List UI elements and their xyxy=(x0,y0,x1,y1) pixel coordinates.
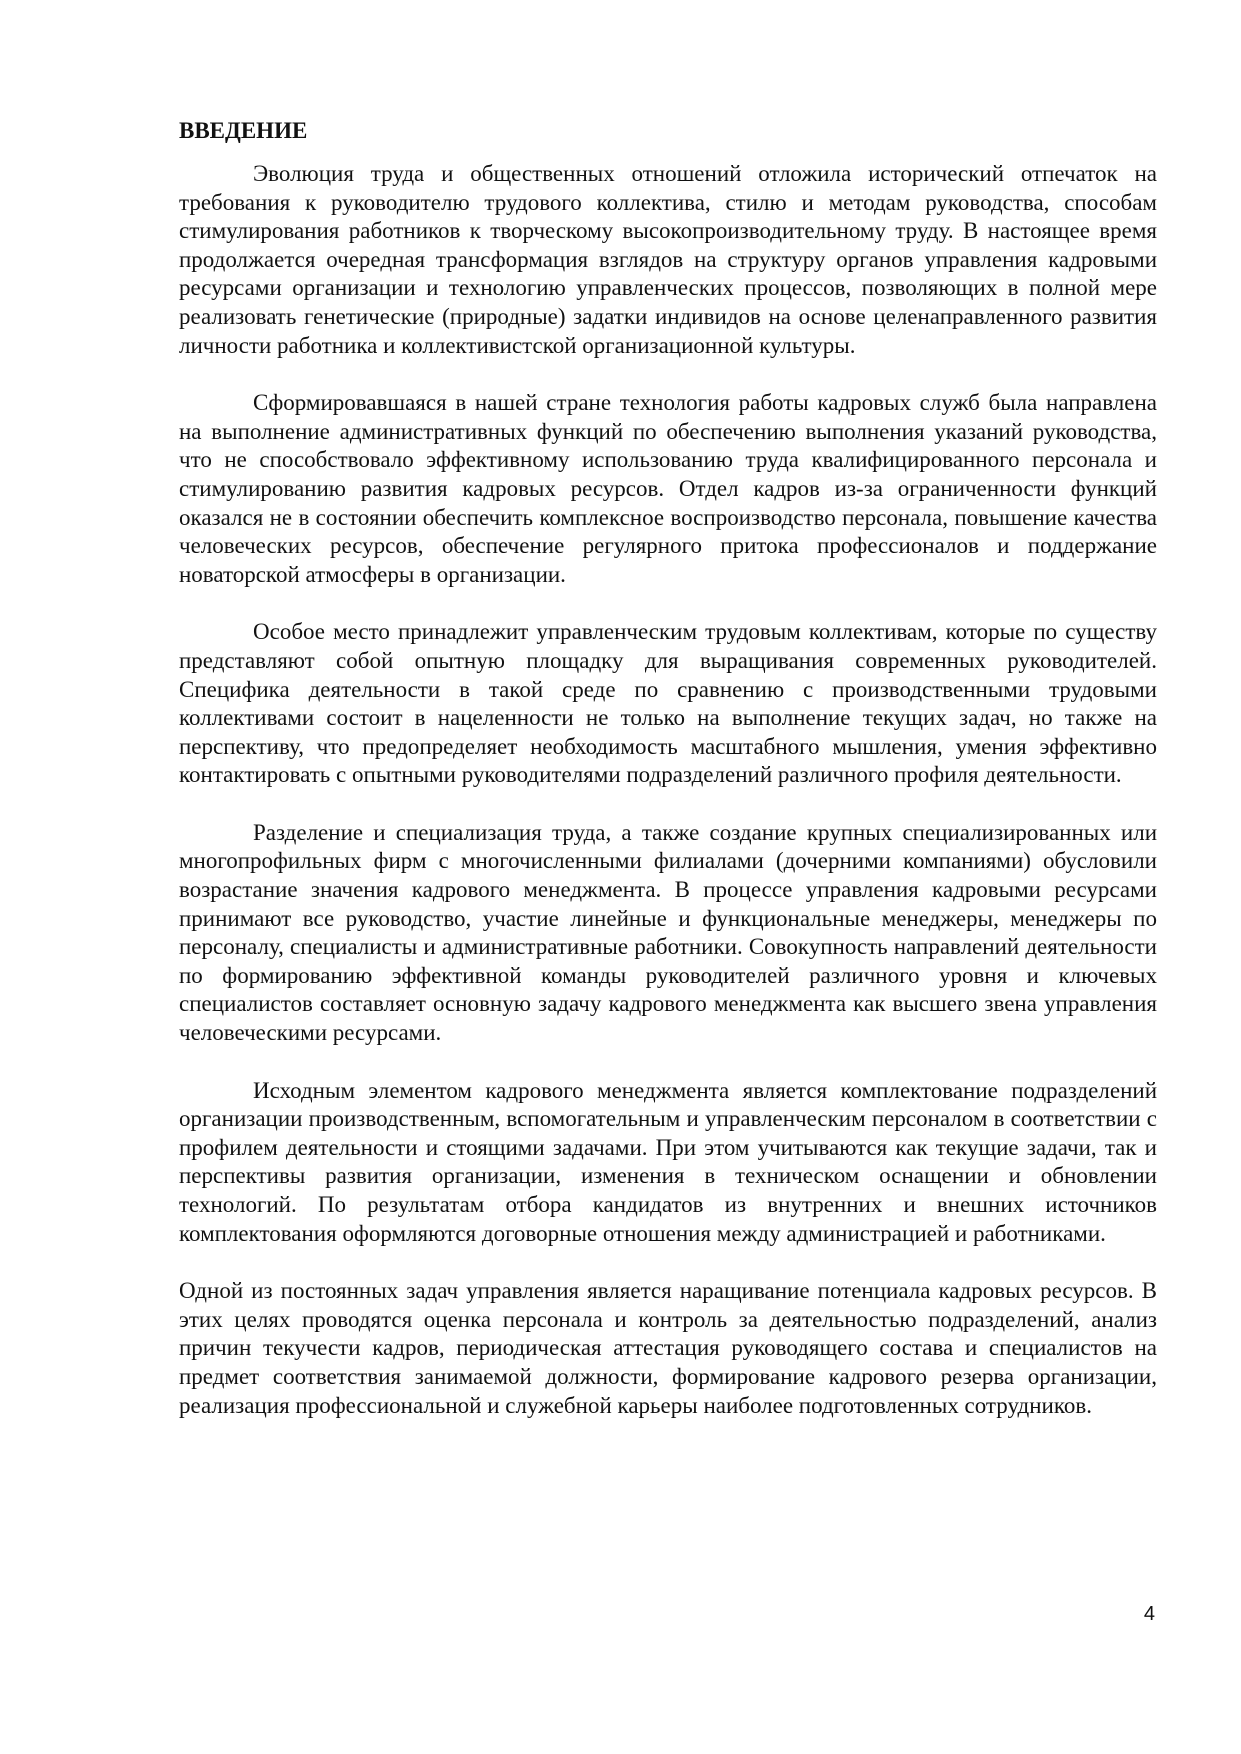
paragraph-3: Особое место принадлежит управленческим трудовым коллективам, которые по существу представляют собой опытную площадку для выращивания современных руководителей. Специфика деятельности в такой среде по сравнению с производственными трудовыми коллективами состоит в нацеленности не только на выполнение текущих задач, но также на перспективу, что предопределяет необходимость масштабного мышления, умения эффективно контактировать с опытными руководителями подразделений различного профиля деятельности. xyxy=(179,619,1157,788)
section-heading: ВВЕДЕНИЕ xyxy=(179,118,308,143)
page-number: 4 xyxy=(1143,1603,1155,1625)
page-content xyxy=(179,117,1157,1449)
paragraph-6: Одной из постоянных задач управления является наращивание потенциала кадровых ресурсов. В этих целях проводятся оценка персонала и контроль за деятельностью подразделений, анализ причин текучести кадров, периодическая аттестация руководящего состава и специалистов на предмет соответствия занимаемой должности, формирование кадрового резерва организации, реализация профессиональной и служебной карьеры наиболее подготовленных сотрудников. xyxy=(179,1278,1157,1418)
paragraph-4: Разделение и специализация труда, а также создание крупных специализированных или многопрофильных фирм с многочисленными филиалами (дочерними компаниями) обусловили возрастание значения кадрового менеджмента. В процессе управления кадровыми ресурсами принимают все руководство, участие линейные и функциональные менеджеры, менеджеры по персоналу, специалисты и административные работники. Совокупность направлений деятельности по формированию эффективной команды руководителей различного уровня и ключевых специалистов составляет основную задачу кадрового менеджмента как высшего звена управления человеческими ресурсами. xyxy=(179,819,1157,1046)
paragraph-1: Эволюция труда и общественных отношений отложила исторический отпечаток на требования к руководителю трудового коллектива, стилю и методам руководства, способам стимулирования работников к творческому высокопроизводительному труду. В настоящее время продолжается очередная трансформация взглядов на структуру органов управления кадровыми ресурсами организации и технологию управленческих процессов, позволяющих в полной мере реализовать генетические (природные) задатки индивидов на основе целенаправленного развития личности работника и коллективистской организационной культуры. xyxy=(179,161,1157,358)
paragraph-5: Исходным элементом кадрового менеджмента является комплектование подразделений организации производственным, вспомогательным и управленческим персоналом в соответствии с профилем деятельности и стоящими задачами. При этом учитываются как текущие задачи, так и перспективы развития организации, изменения в техническом оснащении и обновлении технологий. По результатам отбора кандидатов из внутренних и внешних источников комплектования оформляются договорные отношения между администрацией и работниками. xyxy=(179,1077,1157,1246)
paragraph-2: Сформировавшаяся в нашей стране технология работы кадровых служб была направлена на выполнение административных функций по обеспечению выполнения указаний руководства, что не способствовало эффективному использованию труда квалифицированного персонала и стимулированию развития кадровых ресурсов. Отдел кадров из-за ограниченности функций оказался не в состоянии обеспечить комплексное воспроизводство персонала, повышение качества человеческих ресурсов, обеспечение регулярного притока профессионалов и поддержание новаторской атмосферы в организации. xyxy=(179,390,1157,587)
